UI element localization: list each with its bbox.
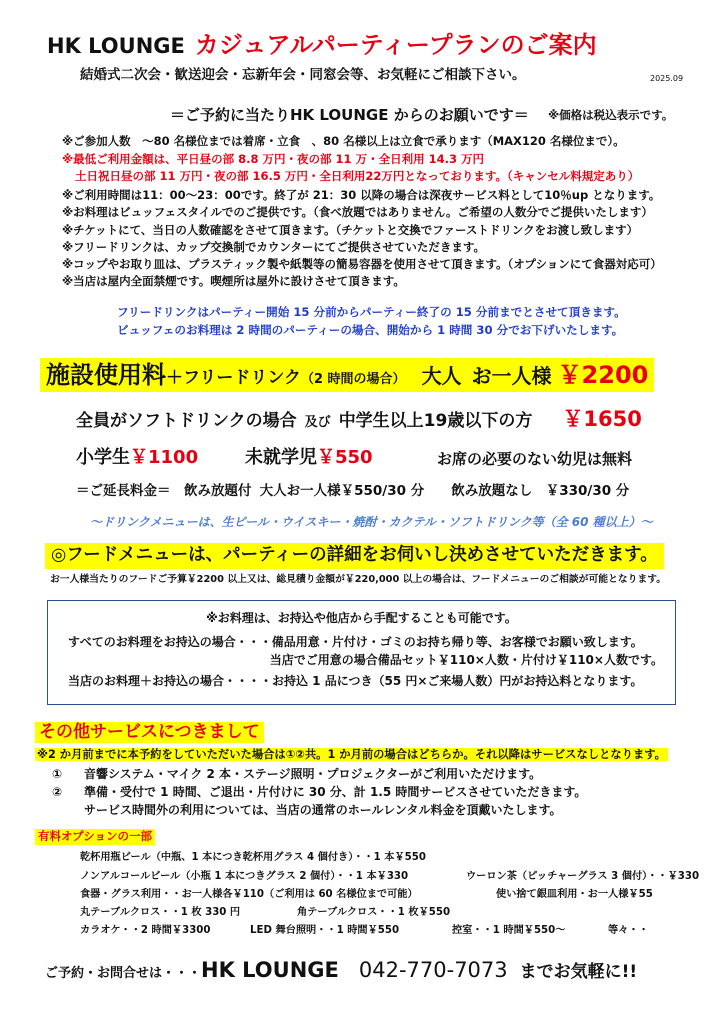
extension-no-drinks: 飲み放題なし xyxy=(451,483,533,499)
extension-label: ＝ご延長料金＝ xyxy=(76,483,171,499)
extension-with-drinks: 飲み放題付 xyxy=(184,483,252,499)
service-text-2: 準備・受付で 1 時間、ご退出・片付けに 30 分、計 1.5 時間サービスさせていただきます。 xyxy=(84,785,587,799)
option-etc: 等々・・ xyxy=(608,925,649,936)
bring-in-box xyxy=(47,600,676,705)
services-condition: ※2 か月前までに本予約をしていただいた場合は①②共。1 か月前の場合はどちらか。それ以降はサービスなしとなります。 xyxy=(37,748,666,761)
elementary-price: ￥1100 xyxy=(130,447,199,468)
request-item-buffet: ※お料理はビュッフェスタイルでのご提供です。（食べ放題ではありません。ご希望の人数分でご提供いたします） xyxy=(62,205,653,219)
food-menu-heading: ◎フードメニューは、パーティーの詳細をお伺いし決めさせていただきます。 xyxy=(45,543,664,569)
free-drink-label: ＋フリードリンク xyxy=(166,368,301,388)
contact-closing: までお気軽に!! xyxy=(519,962,638,982)
request-item-tableware: ※コップやお取り皿は、プラスティック製や紙製等の簡易容器を使用させて頂きます。（オプションにて食器対応可） xyxy=(62,257,662,271)
title-text: カジュアルパーティープランのご案内 xyxy=(194,31,597,59)
preschool-label: 未就学児 xyxy=(245,447,317,468)
extension-with-drinks-price: 大人お一人様￥550/30 分 xyxy=(259,483,425,499)
option-round-tablecloth: 丸テーブルクロス・・1 枚 330 円 xyxy=(80,907,241,918)
extension-fees xyxy=(76,485,629,499)
preschool-pricing xyxy=(245,449,373,467)
request-item-free-drink: ※フリードリンクは、カップ交換制でカウンターにてご提供させていただきます。 xyxy=(62,240,485,254)
option-karaoke: カラオケ・・2 時間￥3300 xyxy=(80,925,211,936)
contact-footer xyxy=(45,960,637,981)
request-item-ticket: ※チケットにて、当日の人数確認をさせて頂きます。（チケットと交換でファーストドリンクをお渡し致します） xyxy=(62,223,639,237)
tax-note: ※価格は税込表示です。 xyxy=(548,108,674,122)
bring-in-equipment: 当店でご用意の場合備品セット￥110×人数・片付け￥110×人数です。 xyxy=(269,653,663,667)
bring-in-title: ※お料理は、お持込や他店から手配することも可能です。 xyxy=(206,611,517,625)
service-item-time xyxy=(52,786,586,798)
facility-fee-label: 施設使用料 xyxy=(46,361,166,389)
extension-no-drinks-price: ￥330/30 分 xyxy=(545,483,630,499)
request-item-minimum-weekday: ※最低ご利用金額は、平日昼の部 8.8 万円・夜の部 11 万・全日利用 14.3 万円 xyxy=(62,152,484,166)
service-text-1: 音響システム・マイク 2 本・ステージ照明・プロジェクターがご利用いただけます。 xyxy=(84,767,542,781)
drinks-menu-note: ～ドリンクメニューは、生ビール・ウイスキー・焼酎・カクテル・ソフトドリンク等（全 60 種以上）～ xyxy=(90,515,653,529)
soft-drink-pricing xyxy=(76,409,642,430)
request-item-hours: ※ご利用時間は11：00～23：00です。終了が 21：30 以降の場合は深夜サービス料として10％up となります。 xyxy=(62,188,661,202)
option-tableware: 食器・グラス利用・・お一人様各￥110（ご利用は 60 名様位まで可能） xyxy=(80,889,418,900)
soft-drink-price: ￥1650 xyxy=(562,407,642,431)
option-disposable-plates: 使い捨て銀皿利用・お一人様￥55 xyxy=(496,889,653,900)
request-item-smoking: ※当店は屋内全面禁煙です。喫煙所は屋外に設けさせて頂きます。 xyxy=(62,274,405,288)
option-waiting-room: 控室・・1 時間￥550～ xyxy=(452,925,566,936)
bring-in-all: すべてのお料理をお持込の場合・・・備品用意・片付け・ゴミのお持ち帰り等、お客様でお願い致します。 xyxy=(68,635,643,649)
soft-drink-label: 全員がソフトドリンクの場合 xyxy=(76,411,297,431)
issue-date: 2025.09 xyxy=(650,74,684,83)
options-heading: 有料オプションの一部 xyxy=(35,829,155,845)
adult-price: ￥2200 xyxy=(557,361,649,389)
food-budget-note: お一人様当たりのフードご予算￥2200 以上又は、総見積り金額が￥220,000 以上の場合は、フードメニューのご相談が可能となります。 xyxy=(50,574,667,585)
duration-label: （2 時間の場合） xyxy=(300,372,406,387)
option-oolong-tea: ウーロン茶（ピッチャーグラス 3 個付）・・￥330 xyxy=(466,871,700,882)
bring-in-partial: 当店のお料理＋お持込の場合・・・・お持込 1 品につき（55 円×ご来場人数）円がお持込料となります。 xyxy=(68,674,643,688)
infant-free-note: お席の必要のない幼児は無料 xyxy=(437,450,633,468)
services-note: サービス時間外の利用については、当店の通常のホールレンタル料金を頂戴いたします。 xyxy=(84,803,562,817)
elementary-label: 小学生 xyxy=(76,447,130,468)
per-person-label: お一人様 xyxy=(471,364,552,388)
requests-heading: ＝ご予約に当たりHK LOUNGE からのお願いです＝ xyxy=(170,106,529,124)
adult-label: 大人 xyxy=(421,364,462,388)
preschool-price: ￥550 xyxy=(317,447,373,468)
time-note-drinks: フリードリンクはパーティー開始 15 分前からパーティー終了の 15 分前までとさせて頂きます。 xyxy=(117,305,626,319)
title-brand: HK LOUNGE xyxy=(47,34,185,58)
option-led-lighting: LED 舞台照明・・1 時間￥550 xyxy=(250,925,400,936)
flyer-title xyxy=(47,33,597,57)
contact-brand: HK LOUNGE xyxy=(201,958,339,982)
time-note-buffet: ビュッフェのお料理は 2 時間のパーティーの場合、開始から 1 時間 30 分でお下げいたします。 xyxy=(117,323,624,337)
soft-drink-conj: 及び xyxy=(304,415,331,430)
youth-label: 中学生以上19歳以下の方 xyxy=(338,411,533,431)
option-toast-beer: 乾杯用瓶ビール（中瓶、1 本につき乾杯用グラス 4 個付き）・・1 本￥550 xyxy=(80,852,426,863)
services-heading: その他サービスにつきまして xyxy=(35,722,264,743)
service-mark-1: ① xyxy=(52,767,63,781)
option-square-tablecloth: 角テーブルクロス・・1 枚￥550 xyxy=(297,907,451,918)
elementary-pricing xyxy=(76,449,198,467)
request-item-guests: ※ご参加人数 ～80 名様位までは着席・立食 、80 名様以上は立食で承ります（MAX120 名様位まで）。 xyxy=(62,134,625,148)
request-item-minimum-weekend: 土日祝日昼の部 11 万円・夜の部 16.5 万円・全日利用22万円となっております。（キャンセル料規定あり） xyxy=(75,169,640,183)
contact-lead: ご予約・お問合せは・・・ xyxy=(45,966,202,981)
option-non-alcohol-beer: ノンアルコールビール（小瓶 1 本につきグラス 2 個付）・・1 本￥330 xyxy=(80,871,409,882)
facility-fee-band xyxy=(40,358,654,392)
service-mark-2: ② xyxy=(52,785,63,799)
service-item-equipment xyxy=(52,768,541,780)
contact-phone: 042-770-7073 xyxy=(358,958,508,982)
subtitle: 結婚式二次会・歓送迎会・忘新年会・同窓会等、お気軽にご相談下さい。 xyxy=(80,67,526,83)
